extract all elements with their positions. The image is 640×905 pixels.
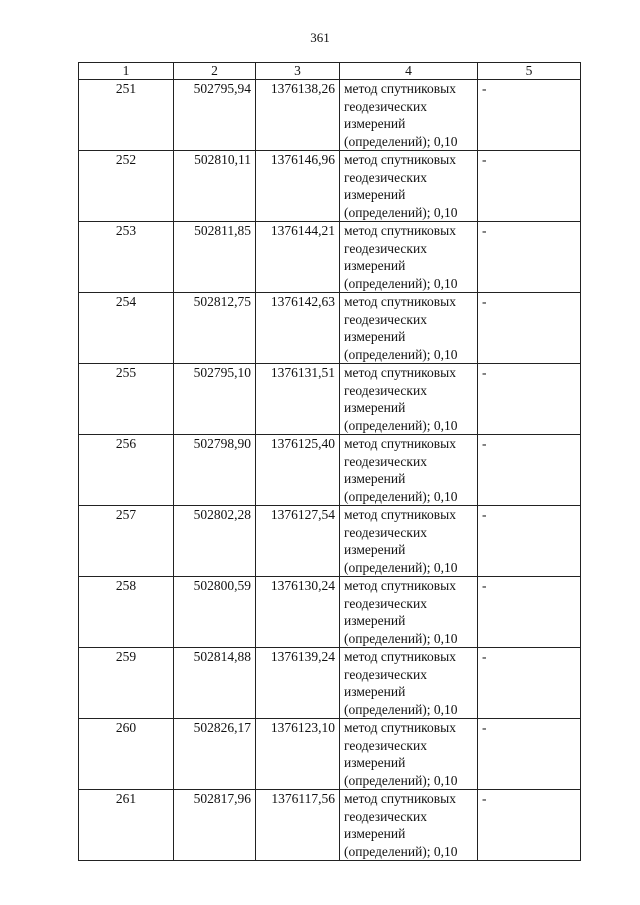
point-number-cell: 259	[79, 648, 174, 719]
y-coordinate-cell: 1376144,21	[256, 222, 340, 293]
note-cell: -	[478, 222, 581, 293]
table-row	[79, 648, 581, 719]
table-row	[79, 222, 581, 293]
x-coordinate-cell: 502795,94	[174, 80, 256, 151]
y-coordinate-cell: 1376138,26	[256, 80, 340, 151]
method-accuracy-cell: метод спутниковых геодезических измерений (определений); 0,10	[340, 151, 478, 222]
page-number: 361	[310, 30, 330, 45]
note-cell: -	[478, 151, 581, 222]
note-cell: -	[478, 577, 581, 648]
y-coordinate-cell: 1376130,24	[256, 577, 340, 648]
method-accuracy-cell: метод спутниковых геодезических измерений (определений); 0,10	[340, 222, 478, 293]
method-accuracy-cell: метод спутниковых геодезических измерений (определений); 0,10	[340, 293, 478, 364]
x-coordinate-cell: 502817,96	[174, 790, 256, 861]
y-coordinate-cell: 1376142,63	[256, 293, 340, 364]
method-accuracy-cell: метод спутниковых геодезических измерений (определений); 0,10	[340, 364, 478, 435]
note-cell: -	[478, 80, 581, 151]
y-coordinate-cell: 1376127,54	[256, 506, 340, 577]
x-coordinate-cell: 502800,59	[174, 577, 256, 648]
note-cell: -	[478, 790, 581, 861]
x-coordinate-cell: 502798,90	[174, 435, 256, 506]
note-cell: -	[478, 648, 581, 719]
method-accuracy-cell: метод спутниковых геодезических измерений (определений); 0,10	[340, 648, 478, 719]
method-accuracy-cell: метод спутниковых геодезических измерений (определений); 0,10	[340, 435, 478, 506]
y-coordinate-cell: 1376125,40	[256, 435, 340, 506]
column-header-3: 3	[256, 63, 340, 80]
x-coordinate-cell: 502810,11	[174, 151, 256, 222]
table-row	[79, 364, 581, 435]
y-coordinate-cell: 1376139,24	[256, 648, 340, 719]
y-coordinate-cell: 1376131,51	[256, 364, 340, 435]
method-accuracy-cell: метод спутниковых геодезических измерений (определений); 0,10	[340, 719, 478, 790]
note-cell: -	[478, 435, 581, 506]
table-header-row	[79, 63, 581, 80]
column-header-1: 1	[79, 63, 174, 80]
column-header-5: 5	[478, 63, 581, 80]
point-number-cell: 255	[79, 364, 174, 435]
table-row	[79, 719, 581, 790]
x-coordinate-cell: 502826,17	[174, 719, 256, 790]
point-number-cell: 254	[79, 293, 174, 364]
note-cell: -	[478, 506, 581, 577]
point-number-cell: 252	[79, 151, 174, 222]
table-row	[79, 435, 581, 506]
y-coordinate-cell: 1376117,56	[256, 790, 340, 861]
table-body	[79, 80, 581, 861]
x-coordinate-cell: 502814,88	[174, 648, 256, 719]
table-row	[79, 293, 581, 364]
method-accuracy-cell: метод спутниковых геодезических измерений (определений); 0,10	[340, 80, 478, 151]
point-number-cell: 256	[79, 435, 174, 506]
method-accuracy-cell: метод спутниковых геодезических измерений (определений); 0,10	[340, 506, 478, 577]
table-row	[79, 506, 581, 577]
column-header-4: 4	[340, 63, 478, 80]
table-row	[79, 80, 581, 151]
note-cell: -	[478, 293, 581, 364]
point-number-cell: 261	[79, 790, 174, 861]
note-cell: -	[478, 364, 581, 435]
y-coordinate-cell: 1376146,96	[256, 151, 340, 222]
x-coordinate-cell: 502795,10	[174, 364, 256, 435]
method-accuracy-cell: метод спутниковых геодезических измерений (определений); 0,10	[340, 577, 478, 648]
x-coordinate-cell: 502811,85	[174, 222, 256, 293]
method-accuracy-cell: метод спутниковых геодезических измерений (определений); 0,10	[340, 790, 478, 861]
note-cell: -	[478, 719, 581, 790]
table-row	[79, 790, 581, 861]
x-coordinate-cell: 502812,75	[174, 293, 256, 364]
point-number-cell: 257	[79, 506, 174, 577]
y-coordinate-cell: 1376123,10	[256, 719, 340, 790]
point-number-cell: 260	[79, 719, 174, 790]
coordinates-table	[78, 62, 581, 861]
table-row	[79, 577, 581, 648]
point-number-cell: 251	[79, 80, 174, 151]
column-header-2: 2	[174, 63, 256, 80]
x-coordinate-cell: 502802,28	[174, 506, 256, 577]
point-number-cell: 253	[79, 222, 174, 293]
point-number-cell: 258	[79, 577, 174, 648]
table-row	[79, 151, 581, 222]
